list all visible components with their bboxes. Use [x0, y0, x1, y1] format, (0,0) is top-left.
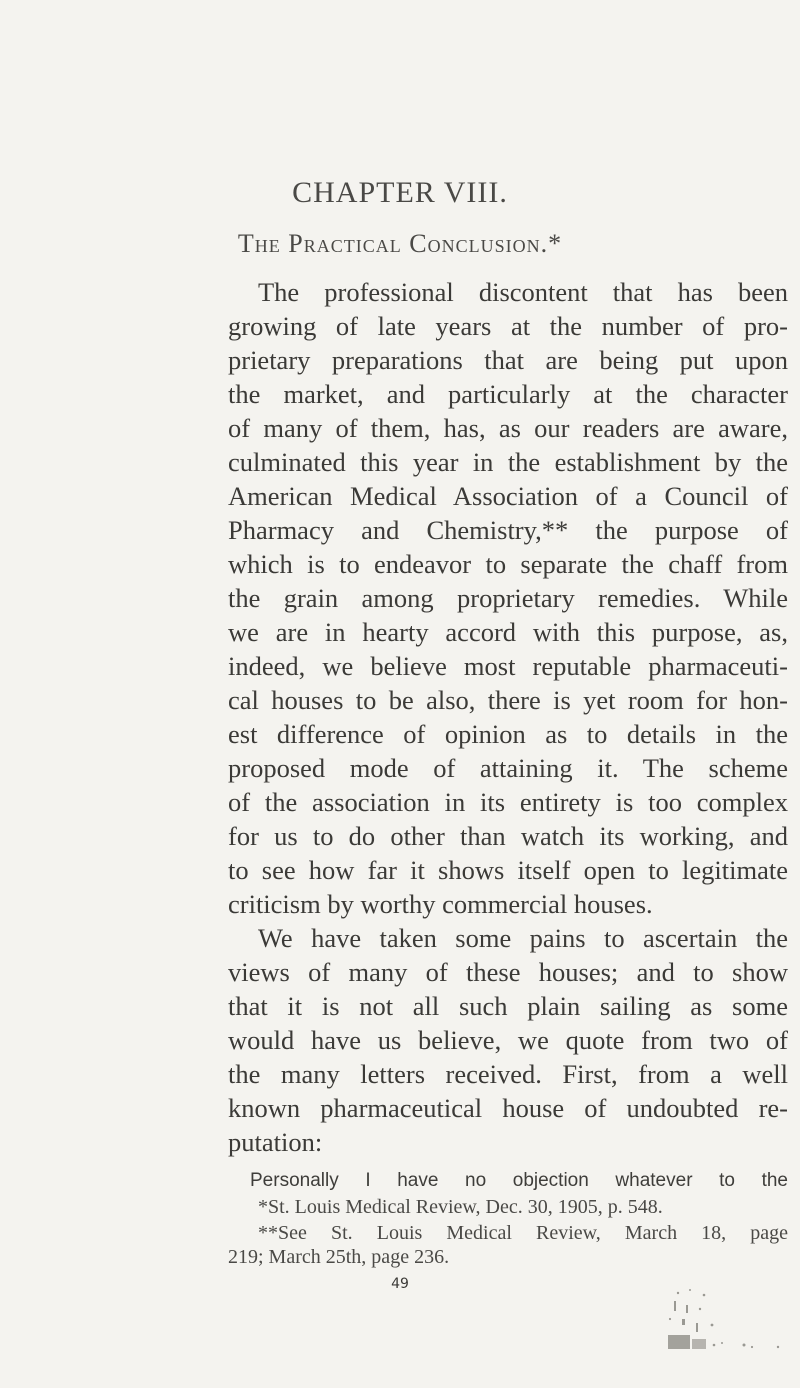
body-line-10: the grain among proprietary remedies. While [228, 583, 788, 613]
body-line-9: which is to endeavor to separate the chaff from [228, 549, 788, 579]
body-line-21: views of many of these houses; and to show [228, 957, 788, 987]
body-line-16: of the association in its entirety is too complex [228, 787, 788, 817]
body-line-13: cal houses to be also, there is yet room for hon- [228, 685, 788, 715]
body-line-24: the many letters received. First, from a well [228, 1059, 788, 1089]
body-line-2: growing of late years at the number of pro- [228, 311, 788, 341]
body-line-23: would have us believe, we quote from two of [228, 1025, 788, 1055]
body-line-11: we are in hearty accord with this purpose, as, [228, 617, 788, 647]
body-line-8: Pharmacy and Chemistry,** the purpose of [228, 515, 788, 545]
body-line-5: of many of them, has, as our readers are aware, [228, 413, 788, 443]
body-line-26: putation: [228, 1127, 323, 1157]
body-line-20: We have taken some pains to ascertain the [258, 923, 788, 953]
footnote-2-line-2: 219; March 25th, page 236. [228, 1246, 450, 1268]
body-line-18: to see how far it shows itself open to legitimate [228, 855, 788, 885]
body-line-17: for us to do other than watch its working, and [228, 821, 788, 851]
chapter-heading: CHAPTER VIII. [292, 176, 508, 209]
body-line-19: criticism by worthy commercial houses. [228, 889, 653, 919]
body-line-6: culminated this year in the establishment by the [228, 447, 788, 477]
chapter-title: The Practical Conclusion.* [237, 229, 563, 258]
body-line-7: American Medical Association of a Council of [228, 481, 788, 511]
body-line-1: The professional discontent that has been [258, 277, 788, 307]
body-line-15: proposed mode of attaining it. The scheme [228, 753, 788, 783]
page-number: 49 [391, 1276, 409, 1292]
body-line-12: indeed, we believe most reputable pharmaceuti- [228, 651, 788, 681]
body-line-14: est difference of opinion as to details in the [228, 719, 788, 749]
footnote-1: *St. Louis Medical Review, Dec. 30, 1905, p. 548. [258, 1196, 663, 1218]
library-stamp-mark [660, 1285, 800, 1365]
body-line-3: prietary preparations that are being put upon [228, 345, 788, 375]
body-line-25: known pharmaceutical house of undoubted re- [228, 1093, 788, 1123]
quoted-letter-line: Personally I have no objection whatever to the [250, 1170, 788, 1191]
body-line-22: that it is not all such plain sailing as some [228, 991, 788, 1021]
footnote-2-line-1: **See St. Louis Medical Review, March 18, page [258, 1222, 788, 1244]
body-line-4: the market, and particularly at the character [228, 379, 788, 409]
